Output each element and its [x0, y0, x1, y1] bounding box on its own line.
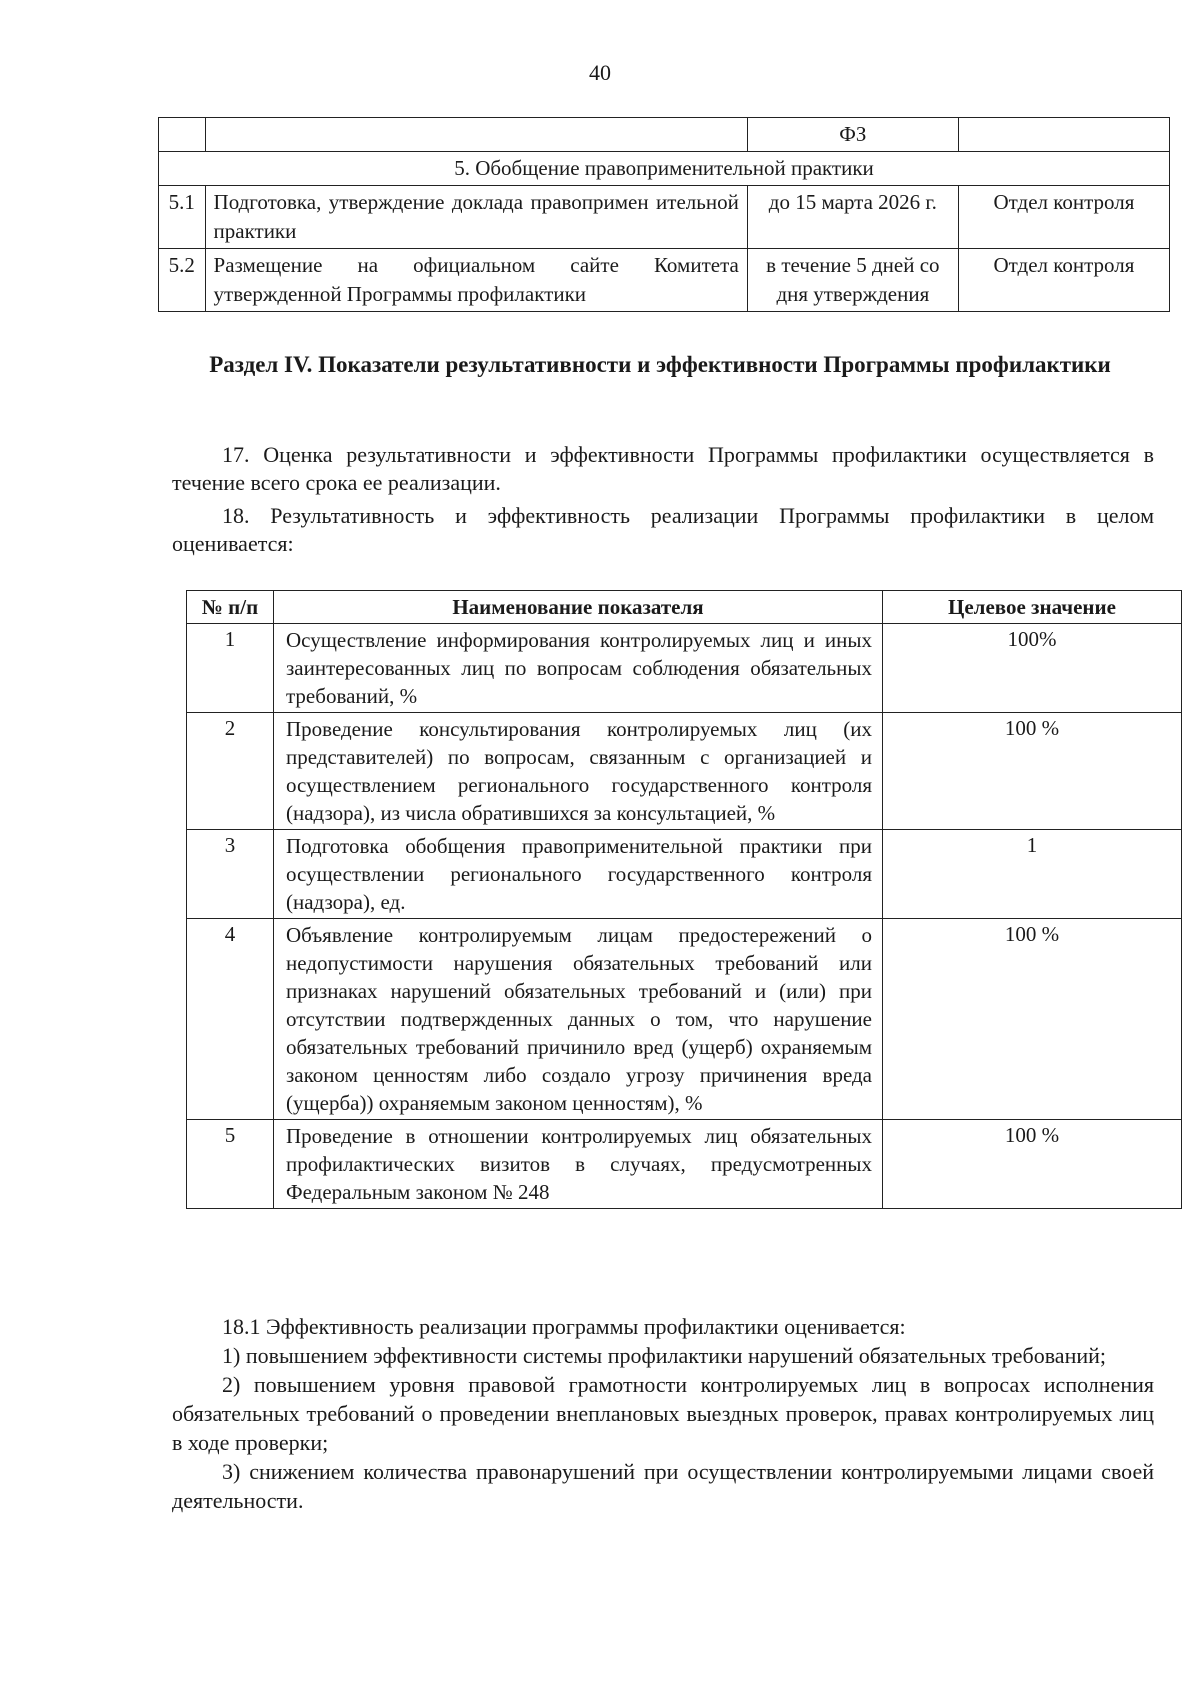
row-number: 5.1 [159, 186, 206, 249]
row-number: 5.2 [159, 249, 206, 312]
list-item: 2) повышением уровня правовой грамотности контролируемых лиц в вопросах исполнения обязательных требований о проведении внеплановых выездных проверок, правах контролируемых лиц в ходе проверки; [172, 1372, 1154, 1455]
table-cell [159, 118, 206, 152]
list-item: 3) снижением количества правонарушений при осуществлении контролируемыми лицами своей деятельности. [172, 1459, 1154, 1513]
indicator-number: 3 [187, 830, 274, 919]
indicator-value: 100% [883, 624, 1182, 713]
table-row [187, 919, 1182, 1120]
row-responsible: Отдел контроля [958, 249, 1169, 312]
table-cell [958, 118, 1169, 152]
indicator-number: 1 [187, 624, 274, 713]
indicator-name: Подготовка обобщения правоприменительной практики при осуществлении регионального государственного контроля (надзора), ед. [274, 830, 883, 919]
row-term: до 15 марта 2026 г. [747, 186, 958, 249]
table-cell: ФЗ [747, 118, 958, 152]
indicator-name: Осуществление информирования контролируемых лиц и иных заинтересованных лиц по вопросам соблюдения обязательных требований, % [274, 624, 883, 713]
indicator-value: 1 [883, 830, 1182, 919]
table-header-row [159, 118, 1170, 152]
header-target: Целевое значение [883, 591, 1182, 624]
efficiency-list [172, 1312, 1154, 1515]
indicator-number: 5 [187, 1120, 274, 1209]
header-name: Наименование показателя [274, 591, 883, 624]
indicator-name: Проведение консультирования контролируемых лиц (их представителей) по вопросам, связанным с организацией и осуществлением регионального государственного контроля (надзора), из числа обратившихся за консультацией, % [274, 713, 883, 830]
paragraph-18: 18. Результативность и эффективность реализации Программы профилактики в целом оценивается: [172, 503, 1154, 556]
action-plan-table-continuation [158, 117, 1170, 312]
section-title: 5. Обобщение правоприменительной практики [159, 152, 1170, 186]
indicators-table [186, 590, 1182, 1209]
efficiency-intro: 18.1 Эффективность реализации программы профилактики оценивается: [222, 1314, 906, 1339]
table-row [159, 249, 1170, 312]
indicator-name: Проведение в отношении контролируемых лиц обязательных профилактических визитов в случаях, предусмотренных Федеральным законом № 248 [274, 1120, 883, 1209]
section-title-row [159, 152, 1170, 186]
paragraph-17: 17. Оценка результативности и эффективности Программы профилактики осуществляется в течение всего срока ее реализации. [172, 442, 1154, 495]
section-heading: Раздел IV. Показатели результативности и эффективности Программы профилактики [209, 352, 1111, 377]
row-name: Подготовка, утверждение доклада правопримен ительной практики [205, 186, 747, 249]
page-number: 40 [589, 60, 611, 85]
table-row [187, 830, 1182, 919]
indicator-value: 100 % [883, 713, 1182, 830]
indicator-value: 100 % [883, 1120, 1182, 1209]
indicator-name: Объявление контролируемым лицам предостережений о недопустимости нарушения обязательных требований или признаках нарушений обязательных требований и (или) при отсутствии подтвержденных данных о том, что нарушение обязательных требований причинило вред (ущерб) охраняемым законом ценностям либо создало угрозу причинения вреда (ущерба)) охраняемым законом ценностям), % [274, 919, 883, 1120]
row-responsible: Отдел контроля [958, 186, 1169, 249]
indicator-number: 4 [187, 919, 274, 1120]
table-cell [205, 118, 747, 152]
table-row [159, 186, 1170, 249]
indicator-number: 2 [187, 713, 274, 830]
table-row [187, 624, 1182, 713]
indicators-header-row [187, 591, 1182, 624]
indicator-value: 100 % [883, 919, 1182, 1120]
row-term: в течение 5 дней со дня утверждения [747, 249, 958, 312]
table-row [187, 713, 1182, 830]
header-number: № п/п [187, 591, 274, 624]
table-row [187, 1120, 1182, 1209]
row-name: Размещение на официальном сайте Комитета утвержденной Программы профилактики [205, 249, 747, 312]
list-item: 1) повышением эффективности системы профилактики нарушений обязательных требований; [222, 1343, 1106, 1368]
